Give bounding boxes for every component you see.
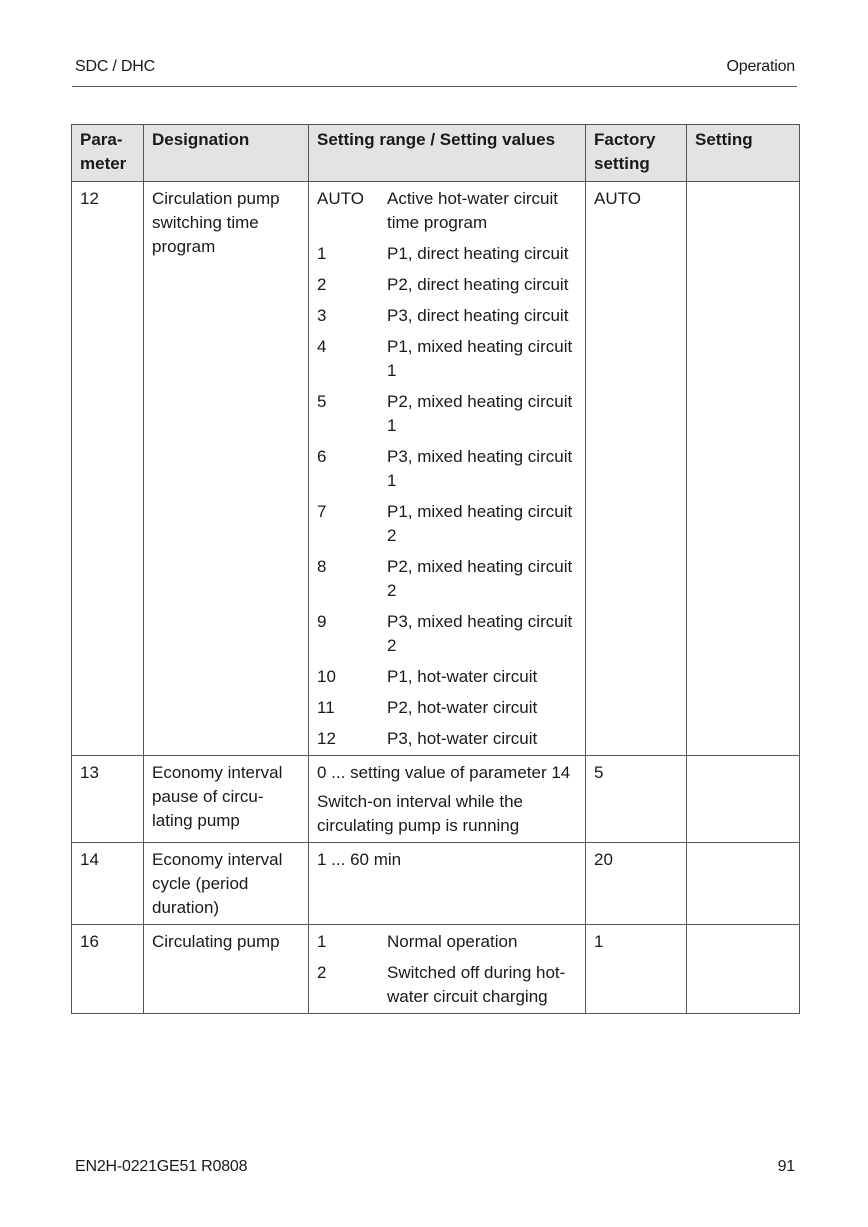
- option-code: 7: [317, 502, 327, 521]
- setting-range-text: 1 ... 60 min: [317, 850, 402, 869]
- option-code: 3: [317, 306, 327, 325]
- option-text: Active hot-water circuit time program: [387, 189, 558, 232]
- setting-range-cell: [309, 182, 586, 756]
- option-code: 6: [317, 447, 327, 466]
- option-code: 1: [317, 244, 327, 263]
- table-header-row: [72, 125, 800, 182]
- option-code: 2: [317, 963, 327, 982]
- option-text: P2, direct heating circuit: [387, 275, 569, 294]
- option-text: P3, mixed heating circuit 1: [387, 447, 573, 490]
- option-item: [317, 335, 577, 383]
- option-item: [317, 610, 577, 658]
- factory-setting-cell: 5: [586, 756, 687, 843]
- column-header-factory-setting: Factory setting: [586, 125, 687, 182]
- setting-cell: [687, 756, 800, 843]
- header-right: Operation: [726, 58, 795, 75]
- param-cell: 14: [72, 843, 144, 925]
- footer-page-number: 91: [777, 1158, 795, 1175]
- column-header-parameter: Para- meter: [72, 125, 144, 182]
- option-text: P2, hot-water circuit: [387, 698, 538, 717]
- setting-cell: [687, 925, 800, 1014]
- option-text: Switched off during hot-water circuit charging: [387, 963, 566, 1006]
- table-row: [72, 843, 800, 925]
- option-item: [317, 445, 577, 493]
- option-code: 2: [317, 275, 327, 294]
- option-text: P1, hot-water circuit: [387, 667, 538, 686]
- designation-cell: Circulation pump switching time program: [144, 182, 309, 756]
- option-code: 4: [317, 337, 327, 356]
- column-header-setting-range: Setting range / Setting values: [309, 125, 586, 182]
- setting-range-cell: [309, 925, 586, 1014]
- table-row: [72, 756, 800, 843]
- footer-document-code: EN2H-0221GE51 R0808: [75, 1158, 248, 1175]
- option-item: [317, 304, 577, 328]
- option-item: [317, 961, 577, 1009]
- param-cell: 16: [72, 925, 144, 1014]
- designation-cell: Circulating pump: [144, 925, 309, 1014]
- option-text: P1, mixed heating circuit 2: [387, 502, 573, 545]
- option-item: [317, 187, 577, 235]
- setting-range-text: 0 ... setting value of parameter 14: [317, 763, 571, 782]
- table-row: [72, 925, 800, 1014]
- option-code: 9: [317, 612, 327, 631]
- option-item: [317, 696, 577, 720]
- option-item: [317, 242, 577, 266]
- option-text: P1, direct heating circuit: [387, 244, 569, 263]
- option-item: [317, 930, 577, 954]
- column-header-designation: Designation: [144, 125, 309, 182]
- option-code: 5: [317, 392, 327, 411]
- param-cell: 13: [72, 756, 144, 843]
- factory-setting-cell: AUTO: [586, 182, 687, 756]
- designation-cell: Economy interval pause of circu-lating pump: [144, 756, 309, 843]
- factory-setting-cell: 20: [586, 843, 687, 925]
- table-row: [72, 182, 800, 756]
- setting-cell: [687, 843, 800, 925]
- option-text: P2, mixed heating circuit 2: [387, 557, 573, 600]
- option-text: P3, direct heating circuit: [387, 306, 569, 325]
- option-item: [317, 390, 577, 438]
- option-text: P3, mixed heating circuit 2: [387, 612, 573, 655]
- option-code: 12: [317, 729, 336, 748]
- column-header-setting: Setting: [687, 125, 800, 182]
- option-code: 1: [317, 932, 327, 951]
- option-text: P3, hot-water circuit: [387, 729, 538, 748]
- option-text: P2, mixed heating circuit 1: [387, 392, 573, 435]
- option-text: Normal operation: [387, 932, 518, 951]
- factory-setting-cell: 1: [586, 925, 687, 1014]
- option-code: 11: [317, 698, 335, 717]
- option-item: [317, 727, 577, 751]
- param-cell: 12: [72, 182, 144, 756]
- header-rule: [72, 86, 797, 87]
- option-code: AUTO: [317, 189, 364, 208]
- parameter-table: [71, 124, 800, 1014]
- setting-range-text: Switch-on interval while the circulating pump is running: [317, 792, 523, 835]
- option-item: [317, 665, 577, 689]
- option-item: [317, 555, 577, 603]
- setting-cell: [687, 182, 800, 756]
- option-text: P1, mixed heating circuit 1: [387, 337, 573, 380]
- designation-cell: Economy interval cycle (period duration): [144, 843, 309, 925]
- option-code: 10: [317, 667, 336, 686]
- setting-range-cell: [309, 843, 586, 925]
- header-left: SDC / DHC: [75, 58, 155, 75]
- option-item: [317, 500, 577, 548]
- setting-range-cell: [309, 756, 586, 843]
- option-item: [317, 273, 577, 297]
- option-code: 8: [317, 557, 327, 576]
